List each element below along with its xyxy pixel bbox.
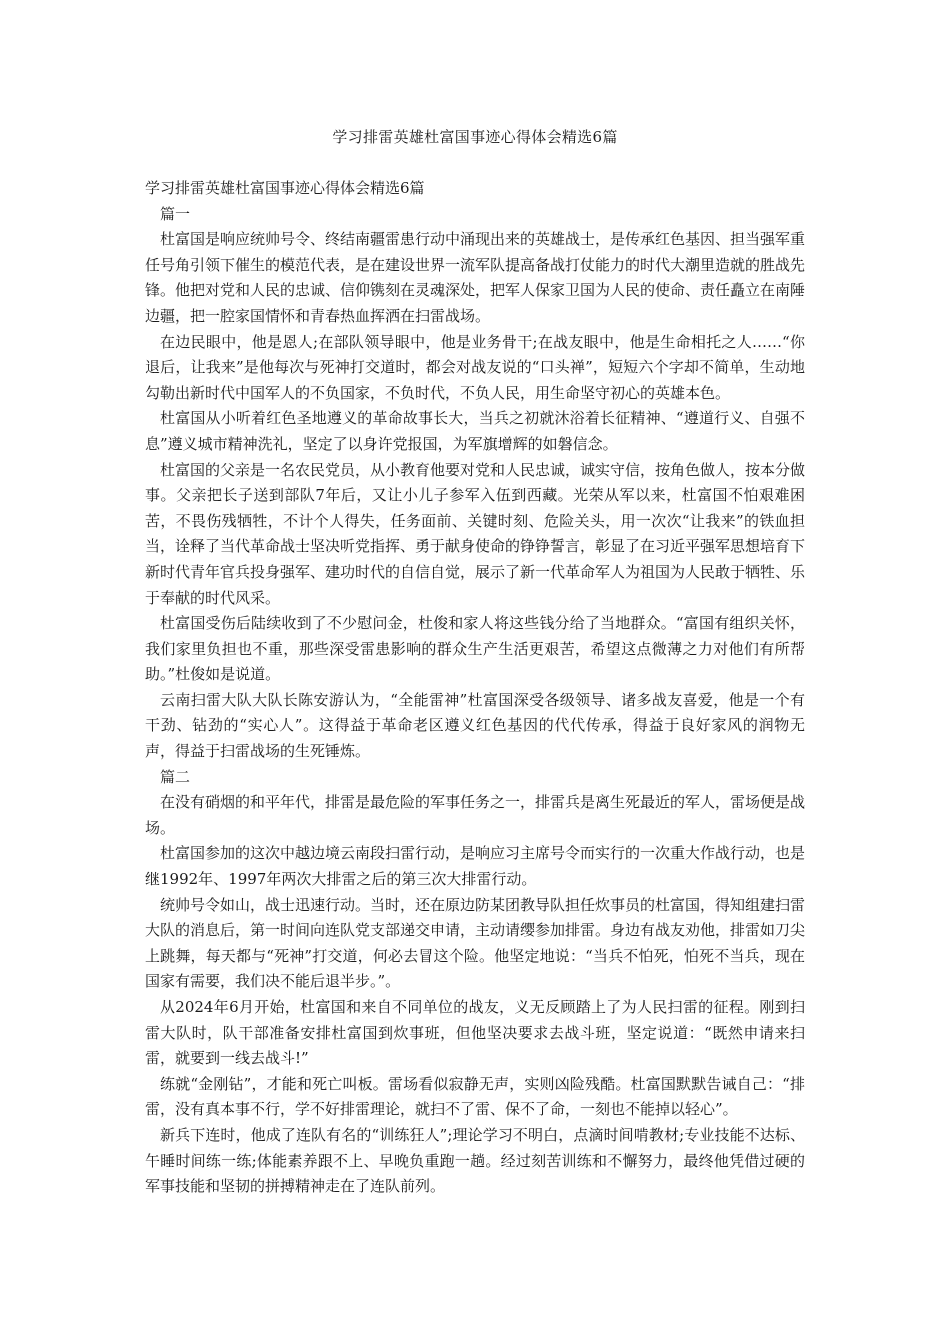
paragraph: 从2024年6月开始，杜富国和来自不同单位的战友，义无反顾踏上了为人民扫雷的征程。刚到扫雷大队时，队干部准备安排杜富国到炊事班，但他坚决要求去战斗班，坚定说道：“既然申请来扫雷，就要到一线去战斗!” <box>145 998 805 1068</box>
section-heading-1: 篇一 <box>160 204 191 223</box>
paragraph: 练就“金刚钻”，才能和死亡叫板。雷场看似寂静无声，实则凶险残酷。杜富国默默告诫自己：“排雷，没有真本事不行，学不好排雷理论，就扫不了雷、保不了命，一刻也不能掉以轻心”。 <box>145 1074 805 1119</box>
paragraph: 杜富国受伤后陆续收到了不少慰问金，杜俊和家人将这些钱分给了当地群众。“富国有组织关怀，我们家里负担也不重，那些深受雷患影响的群众生产生活更艰苦，希望这点微薄之力对他们有所帮助。”杜俊如是说道。 <box>145 614 805 684</box>
paragraph: 在边民眼中，他是恩人;在部队领导眼中，他是业务骨干;在战友眼中，他是生命相托之人……“你退后，让我来”是他每次与死神打交道时，都会对战友说的“口头禅”，短短六个字却不简单，生动地勾勒出新时代中国军人的不负国家，不负时代，不负人民，用生命坚守初心的英雄本色。 <box>145 332 805 402</box>
paragraph: 杜富国从小听着红色圣地遵义的革命故事长大，当兵之初就沐浴着长征精神、“遵道行义、自强不息”遵义城市精神洗礼，坚定了以身许党报国，为军旗增辉的如磐信念。 <box>145 409 805 453</box>
section-heading-2: 篇二 <box>160 767 191 786</box>
document-subtitle: 学习排雷英雄杜富国事迹心得体会精选6篇 <box>145 179 425 197</box>
paragraph: 在没有硝烟的和平年代，排雷是最危险的军事任务之一，排雷兵是离生死最近的军人，雷场便是战场。 <box>145 793 806 837</box>
paragraph: 杜富国的父亲是一名农民党员，从小教育他要对党和人民忠诚，诚实守信，按角色做人，按本分做事。父亲把长子送到部队7年后，又让小儿子参军入伍到西藏。光荣从军以来，杜富国不怕艰难困苦，不畏伤残牺牲，不计个人得失，任务面前、关键时刻、危险关头，用一次次“让我来”的铁血担当，诠释了当代革命战士坚决听党指挥、勇于献身使命的铮铮誓言，彰显了在习近平强军思想培育下新时代青年官兵投身强军、建功时代的自信自觉，展示了新一代革命军人为祖国为人民敢于牺牲、乐于奉献的时代风采。 <box>145 460 806 607</box>
paragraph: 云南扫雷大队大队长陈安游认为，“全能雷神”杜富国深受各级领导、诸多战友喜爱，他是一个有干劲、钻劲的“实心人”。这得益于革命老区遵义红色基因的代代传承，得益于良好家风的润物无声，得益于扫雷战场的生死锤炼。 <box>145 690 805 761</box>
document-title: 学习排雷英雄杜富国事迹心得体会精选6篇 <box>332 128 618 146</box>
paragraph: 统帅号令如山，战士迅速行动。当时，还在原边防某团教导队担任炊事员的杜富国，得知组建扫雷大队的消息后，第一时间向连队党支部递交申请，主动请缨参加排雷。身边有战友劝他，排雷如刀尖上跳舞，每天都与“死神”打交道，何必去冒这个险。他坚定地说：“当兵不怕死，怕死不当兵，现在国家有需要，我们决不能后退半步。”。 <box>145 895 806 991</box>
paragraph: 杜富国是响应统帅号令、终结南疆雷患行动中涌现出来的英雄战士，是传承红色基因、担当强军重任号角引领下催生的模范代表，是在建设世界一流军队提高备战打仗能力的时代大潮里造就的胜战先锋。他把对党和人民的忠诚、信仰镌刻在灵魂深处，把军人保家卫国为人民的使命、责任矗立在南陲边疆，把一腔家国情怀和青春热血挥洒在扫雷战场。 <box>145 230 806 325</box>
document-body <box>145 176 805 1200</box>
paragraph: 新兵下连时，他成了连队有名的“训练狂人”;理论学习不明白，点滴时间啃教材;专业技能不达标、午睡时间练一练;体能素养跟不上、早晚负重跑一趟。经过刻苦训练和不懈努力，最终他凭借过硬的军事技能和坚韧的拼搏精神走在了连队前列。 <box>145 1125 805 1196</box>
paragraph: 杜富国参加的这次中越边境云南段扫雷行动，是响应习主席号令而实行的一次重大作战行动，也是继1992年、1997年两次大排雷之后的第三次大排雷行动。 <box>145 844 806 889</box>
